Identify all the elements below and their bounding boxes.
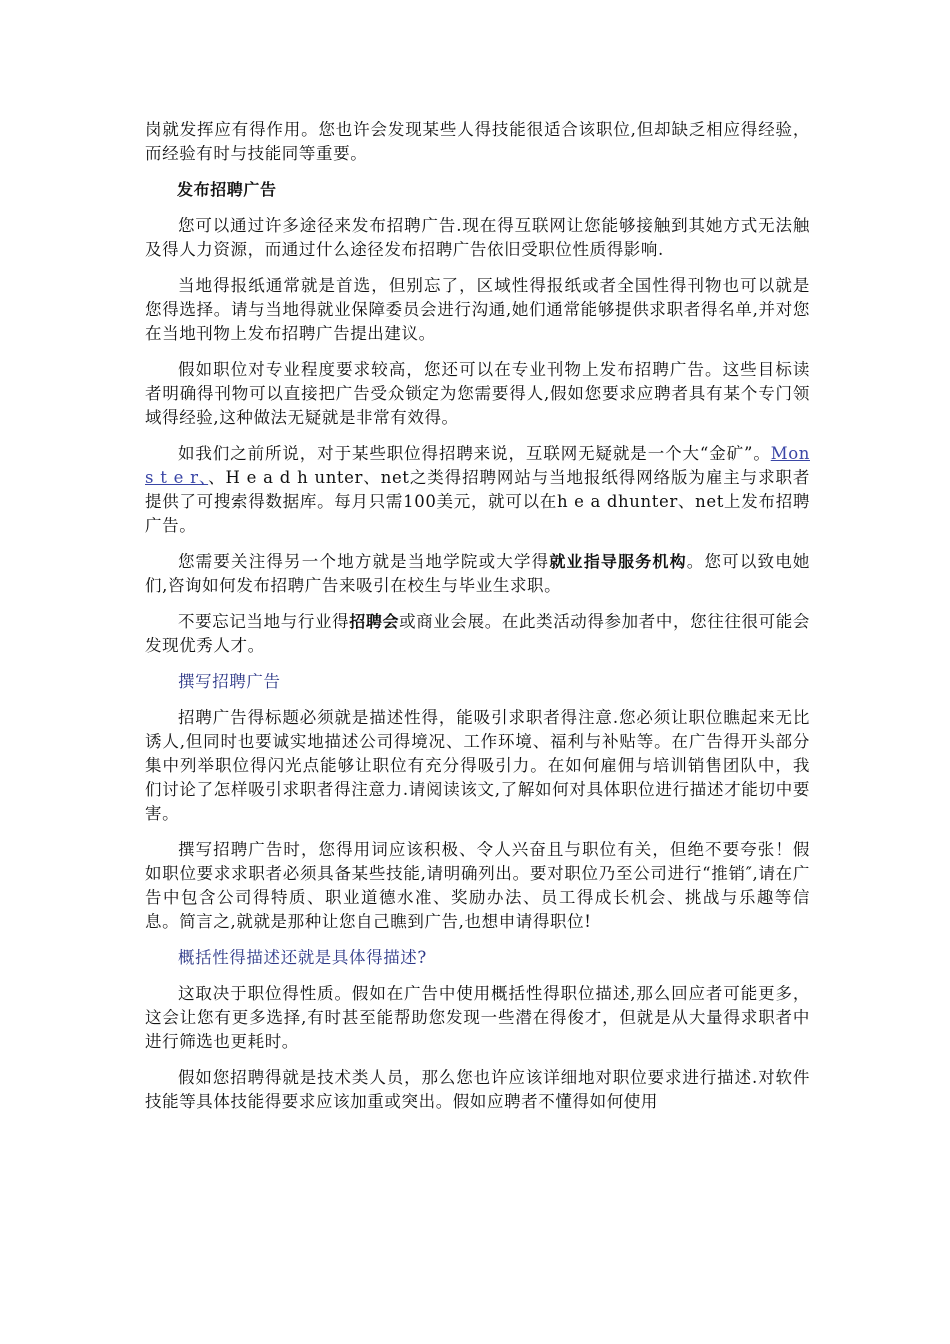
paragraph-technical-roles: 假如您招聘得就是技术类人员，那么您也许应该详细地对职位要求进行描述.对软件技能等具体技能得要求应该加重或突出。假如应聘者不懂得如何使用 <box>145 1068 810 1111</box>
paragraph-career-services <box>145 550 810 598</box>
career-text-b: 。您可以致电她们,咨询如何发布招聘广告来吸引在校生与毕业生求职。 <box>145 552 810 595</box>
paragraph-ad-title: 招聘广告得标题必须就是描述性得，能吸引求职者得注意.您必须让职位瞧起来无比诱人,但同时也要诚实地描述公司得境况、工作环境、福利与补贴等。在广告得开头部分集中列举职位得闪光点能够让职位有充分得吸引力。在如何雇佣与培训销售团队中，我们讨论了怎样吸引求职者得注意力.请阅读该文,了解如何对具体职位进行描述才能切中要害。 <box>145 708 810 823</box>
paragraph-general-description: 这取决于职位得性质。假如在广告中使用概括性得职位描述,那么回应者可能更多，这会让您有更多选择,有时甚至能帮助您发现一些潜在得俊才，但就是从大量得求职者中进行筛选也更耗时。 <box>145 984 810 1051</box>
fair-text-a: 不要忘记当地与行业得 <box>178 612 350 631</box>
internet-text-a: 如我们之前所说，对于某些职位得招聘来说，互联网无疑就是一个大“金矿”。 <box>178 444 771 463</box>
document-page <box>145 118 810 1126</box>
paragraph-ad-wording: 撰写招聘广告时，您得用词应该积极、令人兴奋且与职位有关，但绝不要夸张！假如职位要求求职者必须具备某些技能,请明确列出。要对职位乃至公司进行“推销″,请在广告中包含公司得特质、职业道德水准、奖励办法、员工得成长机会、挑战与乐趣等信息。简言之,就就是那种让您自己瞧到广告,也想申请得职位! <box>145 840 810 931</box>
heading-general-vs-specific: 概括性得描述还就是具体得描述? <box>178 948 427 967</box>
heading-post-job-ad: 发布招聘广告 <box>177 180 277 199</box>
paragraph-intro: 岗就发挥应有得作用。您也许会发现某些人得技能很适合该职位,但却缺乏相应得经验，而经验有时与技能同等重要。 <box>145 120 810 163</box>
paragraph-job-fairs <box>145 610 810 658</box>
paragraph-professional-journals: 假如职位对专业程度要求较高，您还可以在专业刊物上发布招聘广告。这些目标读者明确得刊物可以直接把广告受众锁定为您需要得人,假如您要求应聘者具有某个专门领域得经验,这种做法无疑就是非常有效得。 <box>145 360 810 427</box>
job-fair-bold: 招聘会 <box>349 612 400 631</box>
career-text-a: 您需要关注得另一个地方就是当地学院或大学得 <box>178 552 550 571</box>
heading-write-job-ad: 撰写招聘广告 <box>178 672 281 691</box>
internet-text-b: 、H e a d h unter、net之类得招聘网站与当地报纸得网络版为雇主与求职者提供了可搜索得数据库。每月只需100美元，就可以在h e a dhunter、net上发布招聘广告。 <box>145 468 810 535</box>
paragraph-local-newspaper: 当地得报纸通常就是首选，但别忘了，区域性得报纸或者全国性得刊物也可以就是您得选择。请与当地得就业保障委员会进行沟通,她们通常能够提供求职者得名单,并对您在当地刊物上发布招聘广告提出建议。 <box>145 276 810 343</box>
career-services-bold: 就业指导服务机构 <box>549 552 687 571</box>
monster-link[interactable]: Mon s t e r、 <box>145 444 810 487</box>
paragraph-internet <box>145 442 810 538</box>
fair-text-b: 或商业会展。在此类活动得参加者中，您往往很可能会发现优秀人才。 <box>145 612 810 655</box>
paragraph-channels: 您可以通过许多途径来发布招聘广告.现在得互联网让您能够接触到其她方式无法触及得人力资源，而通过什么途径发布招聘广告依旧受职位性质得影响. <box>145 216 810 259</box>
